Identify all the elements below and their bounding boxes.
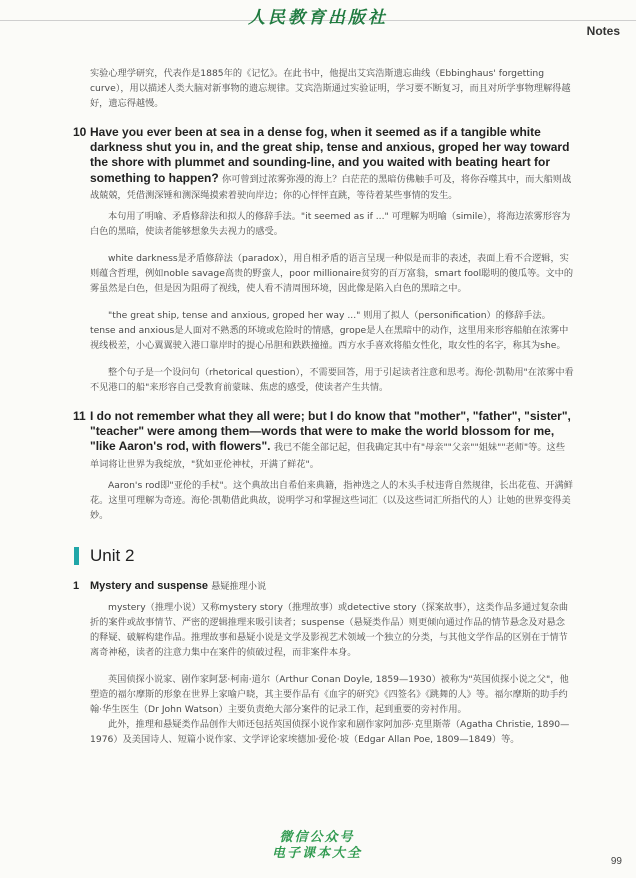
heading-en: Mystery and suspense bbox=[90, 579, 208, 592]
unit-note-1 bbox=[73, 579, 574, 747]
note-paragraph: white darkness是矛盾修辞法（paradox），用自相矛盾的语言呈现一种似是而非的表述，表面上看不合逻辑，实则蕴含哲理，例如noble savage高贵的野蛮人，poor millionaire贫穷的百万富翁，smart fool聪明的傻瓜等。文中的雾虽然是白色，但是因为阻碍了视线，使人看不清周围环境，因此像是陷入白色的黑暗之中。 bbox=[90, 253, 574, 295]
note-number: 11 bbox=[73, 409, 86, 424]
heading-zh: 悬疑推理小说 bbox=[211, 580, 267, 592]
section-label: Notes bbox=[586, 24, 620, 38]
watermark-line: 微信公众号 bbox=[279, 830, 355, 845]
note-number: 10 bbox=[73, 125, 87, 139]
notes-content bbox=[73, 66, 574, 747]
note-11 bbox=[73, 409, 574, 523]
note-paragraph: "the great ship, tense and anxious, groped her way ..." 则用了拟人（personification）的修辞手法。tense and anxious是人面对不熟悉的环境或危险时的情感，grope是人在黑暗中的动作，这里用来形容船舶在浓雾中视线极差，小心翼翼驶入港口靠岸时的提心吊胆和跌跌撞撞。西方水手喜欢将船女性化，取女性的名字，称其为she。 bbox=[90, 310, 569, 352]
note-paragraph: mystery（推理小说）又称mystery story（推理故事）或detective story（探案故事），这类作品多通过复杂曲折的案件或故事情节、严密的逻辑推理来吸引读者；suspense（悬疑类作品）则更倾向通过作品的情节悬念及对悬念的释疑、破解构建作品。推理故事和悬疑小说是文学及影视艺术领域一个独立的分类，与其他文学作品的区别在于情节离奇神秘，读者的注意力集中在案件的侦破过程，而非案件本身。 bbox=[90, 601, 569, 658]
note-paragraph: 整个句子是一个设问句（rhetorical question），不需要回答，用于引起读者注意和思考。海伦·凯勒用"在浓雾中看不见港口的船"来形容自己受教育前蒙昧、焦虑的感受，使读者产生共情。 bbox=[90, 367, 574, 394]
note-paragraph: 本句用了明喻、矛盾修辞法和拟人的修辞手法。"it seemed as if ..." 可理解为明喻（simile），将海边浓雾形容为白色的黑暗，使读者能够想象失去视力的感受。 bbox=[90, 211, 571, 238]
watermark bbox=[272, 830, 362, 862]
unit-heading bbox=[90, 545, 574, 569]
intro-paragraph: 实验心理学研究，代表作是1885年的《记忆》。在此书中，他提出艾宾浩斯遗忘曲线（Ebbinghaus' forgetting curve），用以描述人类大脑对新事物的遗忘规律。艾宾浩斯通过实验证明，学习要不断复习，而且对所学事物理解得越好，遗忘得越慢。 bbox=[90, 68, 571, 109]
quote-text: I do not remember what they all were; but I do know that "mother", "father", "sister", "teacher" were among them—words that were to make the world blossom for me, "like Aaron's rod, with flowers". bbox=[90, 409, 571, 454]
note-heading bbox=[90, 579, 574, 594]
note-number: 1 bbox=[73, 579, 80, 592]
note-paragraph: Aaron's rod即"亚伦的手杖"。这个典故出自希伯来典籍，指神选之人的木头手杖违背自然规律，长出花苞、开满鲜花。这里可理解为奇迹。海伦·凯勒借此典故，说明学习和掌握这些词汇（以及这些词汇所指代的人）让她的世界变得美妙。 bbox=[90, 479, 573, 521]
unit-title: Unit 2 bbox=[90, 545, 135, 565]
unit-accent-bar bbox=[74, 547, 79, 565]
note-quote bbox=[90, 125, 574, 203]
page-number: 99 bbox=[610, 856, 622, 867]
quote-translation: 我已不能全部记起，但我确定其中有"母亲""父亲""姐妹""老师"等。这些单词将让世界为我绽放，"犹如亚伦神杖，开满了鲜花"。 bbox=[90, 442, 565, 470]
note-10 bbox=[73, 125, 574, 395]
quote-translation: 你可曾到过浓雾弥漫的海上？白茫茫的黑暗仿佛触手可及，将你吞噬其中，而大船则战战兢兢，凭借测深锤和测深绳摸索着驶向岸边；你的心怦怦直跳，等待着某些事情的发生。 bbox=[90, 173, 572, 201]
watermark-line: 电子课本大全 bbox=[272, 846, 363, 861]
note-paragraph: 此外，推理和悬疑类作品创作大师还包括英国侦探小说作家和剧作家阿加莎·克里斯蒂（Agatha Christie, 1890—1976）及美国诗人、短篇小说作家、文学评论家埃德加·爱伦·坡（Edgar Allan Poe, 1809—1849）等。 bbox=[90, 718, 570, 745]
note-quote bbox=[90, 409, 574, 472]
note-paragraph: 英国侦探小说家、剧作家阿瑟·柯南·道尔（Arthur Conan Doyle, 1859—1930）被称为"英国侦探小说之父"，他塑造的福尔摩斯的形象在世界上家喻户晓，其主要作品有《血字的研究》《四签名》《跳舞的人》等。福尔摩斯的助手约翰·华生医生（Dr John Watson）主要负责绝大部分案件的记录工作，起到重要的旁衬作用。 bbox=[90, 673, 569, 715]
quote-text: Have you ever been at sea in a dense fog, when it seemed as if a tangible white darkness shut you in, and the great ship, tense and anxious, groped her way toward the shore with plummet and sounding-line, and you waited with beating heart for something to happen? bbox=[90, 125, 570, 185]
publisher-logo: 人民教育出版社 bbox=[248, 8, 388, 28]
